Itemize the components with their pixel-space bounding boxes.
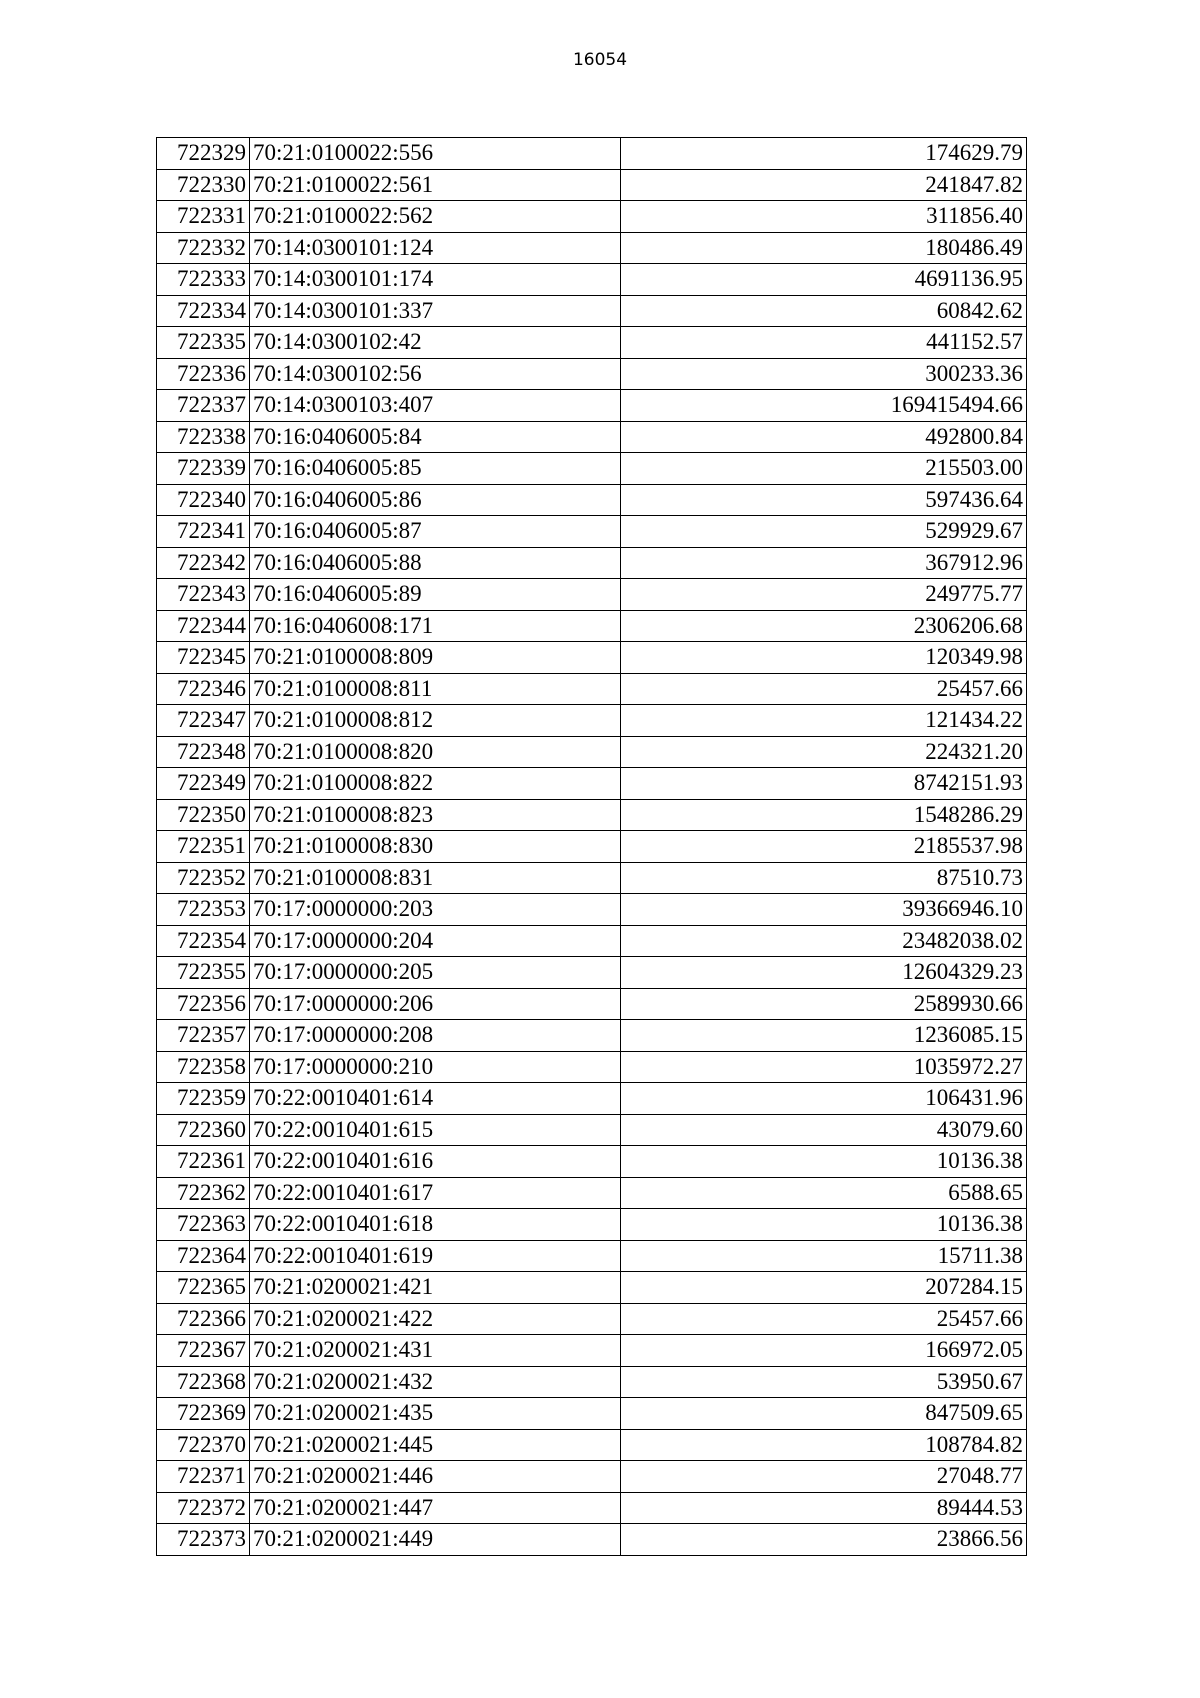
value-cell: 6588.65 — [621, 1177, 1027, 1209]
table-row — [157, 295, 1027, 327]
row-number-cell: 722354 — [157, 925, 250, 957]
row-number-cell: 722344 — [157, 610, 250, 642]
row-number-cell: 722334 — [157, 295, 250, 327]
cadastral-number-cell: 70:16:0406005:86 — [250, 484, 621, 516]
cadastral-number-cell: 70:17:0000000:203 — [250, 894, 621, 926]
table-row — [157, 1429, 1027, 1461]
cadastral-number-cell: 70:21:0100008:830 — [250, 831, 621, 863]
cadastral-number-cell: 70:16:0406005:84 — [250, 421, 621, 453]
cadastral-number-cell: 70:14:0300101:124 — [250, 232, 621, 264]
cadastral-number-cell: 70:14:0300102:42 — [250, 327, 621, 359]
table-row — [157, 264, 1027, 296]
table-row — [157, 894, 1027, 926]
row-number-cell: 722368 — [157, 1366, 250, 1398]
row-number-cell: 722333 — [157, 264, 250, 296]
cadastral-number-cell: 70:21:0200021:446 — [250, 1461, 621, 1493]
value-cell: 2306206.68 — [621, 610, 1027, 642]
table-row — [157, 1051, 1027, 1083]
table-row — [157, 957, 1027, 989]
value-cell: 174629.79 — [621, 138, 1027, 170]
cadastral-number-cell: 70:21:0100008:831 — [250, 862, 621, 894]
row-number-cell: 722352 — [157, 862, 250, 894]
value-cell: 15711.38 — [621, 1240, 1027, 1272]
table-row — [157, 1335, 1027, 1367]
cadastral-number-cell: 70:21:0100022:556 — [250, 138, 621, 170]
row-number-cell: 722332 — [157, 232, 250, 264]
row-number-cell: 722373 — [157, 1524, 250, 1556]
row-number-cell: 722351 — [157, 831, 250, 863]
table-row — [157, 1524, 1027, 1556]
cadastral-number-cell: 70:17:0000000:205 — [250, 957, 621, 989]
table-row — [157, 547, 1027, 579]
cadastral-number-cell: 70:21:0200021:449 — [250, 1524, 621, 1556]
table-row — [157, 1303, 1027, 1335]
table-row — [157, 232, 1027, 264]
row-number-cell: 722355 — [157, 957, 250, 989]
value-cell: 2185537.98 — [621, 831, 1027, 863]
row-number-cell: 722338 — [157, 421, 250, 453]
row-number-cell: 722343 — [157, 579, 250, 611]
cadastral-number-cell: 70:22:0010401:616 — [250, 1146, 621, 1178]
value-cell: 249775.77 — [621, 579, 1027, 611]
table-row — [157, 862, 1027, 894]
cadastral-number-cell: 70:14:0300102:56 — [250, 358, 621, 390]
cadastral-number-cell: 70:21:0200021:431 — [250, 1335, 621, 1367]
cadastral-number-cell: 70:22:0010401:617 — [250, 1177, 621, 1209]
value-cell: 224321.20 — [621, 736, 1027, 768]
value-cell: 311856.40 — [621, 201, 1027, 233]
value-cell: 89444.53 — [621, 1492, 1027, 1524]
value-cell: 300233.36 — [621, 358, 1027, 390]
value-cell: 108784.82 — [621, 1429, 1027, 1461]
cadastral-number-cell: 70:22:0010401:618 — [250, 1209, 621, 1241]
row-number-cell: 722331 — [157, 201, 250, 233]
value-cell: 87510.73 — [621, 862, 1027, 894]
table-row — [157, 1083, 1027, 1115]
row-number-cell: 722340 — [157, 484, 250, 516]
value-cell: 8742151.93 — [621, 768, 1027, 800]
cadastral-number-cell: 70:21:0100008:812 — [250, 705, 621, 737]
table-row — [157, 1398, 1027, 1430]
value-cell: 10136.38 — [621, 1146, 1027, 1178]
table-row — [157, 1177, 1027, 1209]
cadastral-number-cell: 70:21:0100008:811 — [250, 673, 621, 705]
row-number-cell: 722348 — [157, 736, 250, 768]
row-number-cell: 722330 — [157, 169, 250, 201]
cadastral-number-cell: 70:16:0406005:88 — [250, 547, 621, 579]
row-number-cell: 722370 — [157, 1429, 250, 1461]
cadastral-number-cell: 70:21:0100008:823 — [250, 799, 621, 831]
value-cell: 53950.67 — [621, 1366, 1027, 1398]
table-row — [157, 516, 1027, 548]
row-number-cell: 722364 — [157, 1240, 250, 1272]
table-row — [157, 799, 1027, 831]
value-cell: 25457.66 — [621, 1303, 1027, 1335]
value-cell: 847509.65 — [621, 1398, 1027, 1430]
table-row — [157, 1020, 1027, 1052]
row-number-cell: 722337 — [157, 390, 250, 422]
row-number-cell: 722362 — [157, 1177, 250, 1209]
value-cell: 529929.67 — [621, 516, 1027, 548]
row-number-cell: 722336 — [157, 358, 250, 390]
value-cell: 441152.57 — [621, 327, 1027, 359]
row-number-cell: 722356 — [157, 988, 250, 1020]
cadastral-number-cell: 70:21:0100008:820 — [250, 736, 621, 768]
value-cell: 23866.56 — [621, 1524, 1027, 1556]
cadastral-number-cell: 70:21:0100008:822 — [250, 768, 621, 800]
row-number-cell: 722349 — [157, 768, 250, 800]
row-number-cell: 722360 — [157, 1114, 250, 1146]
cadastral-number-cell: 70:16:0406005:87 — [250, 516, 621, 548]
cadastral-number-cell: 70:14:0300101:174 — [250, 264, 621, 296]
table-row — [157, 1240, 1027, 1272]
row-number-cell: 722367 — [157, 1335, 250, 1367]
row-number-cell: 722345 — [157, 642, 250, 674]
cadastral-value-table — [156, 137, 1027, 1556]
cadastral-number-cell: 70:21:0200021:421 — [250, 1272, 621, 1304]
cadastral-number-cell: 70:17:0000000:204 — [250, 925, 621, 957]
value-cell: 367912.96 — [621, 547, 1027, 579]
row-number-cell: 722335 — [157, 327, 250, 359]
row-number-cell: 722353 — [157, 894, 250, 926]
cadastral-number-cell: 70:17:0000000:210 — [250, 1051, 621, 1083]
cadastral-number-cell: 70:21:0100022:562 — [250, 201, 621, 233]
cadastral-number-cell: 70:17:0000000:206 — [250, 988, 621, 1020]
table-row — [157, 1492, 1027, 1524]
row-number-cell: 722342 — [157, 547, 250, 579]
value-cell: 207284.15 — [621, 1272, 1027, 1304]
table-row — [157, 1209, 1027, 1241]
table-row — [157, 705, 1027, 737]
table-row — [157, 327, 1027, 359]
table-row — [157, 484, 1027, 516]
value-cell: 43079.60 — [621, 1114, 1027, 1146]
row-number-cell: 722341 — [157, 516, 250, 548]
row-number-cell: 722372 — [157, 1492, 250, 1524]
table-row — [157, 453, 1027, 485]
value-cell: 4691136.95 — [621, 264, 1027, 296]
table-row — [157, 358, 1027, 390]
cadastral-number-cell: 70:16:0406008:171 — [250, 610, 621, 642]
value-cell: 120349.98 — [621, 642, 1027, 674]
cadastral-number-cell: 70:22:0010401:614 — [250, 1083, 621, 1115]
value-cell: 241847.82 — [621, 169, 1027, 201]
value-cell: 492800.84 — [621, 421, 1027, 453]
row-number-cell: 722329 — [157, 138, 250, 170]
value-cell: 597436.64 — [621, 484, 1027, 516]
row-number-cell: 722346 — [157, 673, 250, 705]
row-number-cell: 722358 — [157, 1051, 250, 1083]
table-row — [157, 1114, 1027, 1146]
cadastral-number-cell: 70:21:0200021:435 — [250, 1398, 621, 1430]
cadastral-number-cell: 70:21:0200021:447 — [250, 1492, 621, 1524]
value-cell: 106431.96 — [621, 1083, 1027, 1115]
value-cell: 60842.62 — [621, 295, 1027, 327]
row-number-cell: 722361 — [157, 1146, 250, 1178]
cadastral-number-cell: 70:14:0300101:337 — [250, 295, 621, 327]
row-number-cell: 722369 — [157, 1398, 250, 1430]
value-cell: 1548286.29 — [621, 799, 1027, 831]
cadastral-number-cell: 70:21:0200021:432 — [250, 1366, 621, 1398]
row-number-cell: 722365 — [157, 1272, 250, 1304]
cadastral-number-cell: 70:17:0000000:208 — [250, 1020, 621, 1052]
row-number-cell: 722339 — [157, 453, 250, 485]
table-row — [157, 169, 1027, 201]
value-cell: 166972.05 — [621, 1335, 1027, 1367]
value-cell: 10136.38 — [621, 1209, 1027, 1241]
value-cell: 1236085.15 — [621, 1020, 1027, 1052]
table-row — [157, 1366, 1027, 1398]
table-row — [157, 736, 1027, 768]
cadastral-number-cell: 70:16:0406005:89 — [250, 579, 621, 611]
page-number: 16054 — [572, 50, 628, 70]
value-cell: 169415494.66 — [621, 390, 1027, 422]
cadastral-number-cell: 70:16:0406005:85 — [250, 453, 621, 485]
table-row — [157, 579, 1027, 611]
value-cell: 23482038.02 — [621, 925, 1027, 957]
table-row — [157, 925, 1027, 957]
value-cell: 25457.66 — [621, 673, 1027, 705]
table-row — [157, 1146, 1027, 1178]
value-cell: 12604329.23 — [621, 957, 1027, 989]
row-number-cell: 722363 — [157, 1209, 250, 1241]
value-cell: 121434.22 — [621, 705, 1027, 737]
value-cell: 215503.00 — [621, 453, 1027, 485]
value-cell: 180486.49 — [621, 232, 1027, 264]
value-cell: 2589930.66 — [621, 988, 1027, 1020]
cadastral-number-cell: 70:21:0200021:422 — [250, 1303, 621, 1335]
table-row — [157, 831, 1027, 863]
cadastral-number-cell: 70:14:0300103:407 — [250, 390, 621, 422]
table-body — [157, 138, 1027, 1556]
table-row — [157, 610, 1027, 642]
table-row — [157, 988, 1027, 1020]
row-number-cell: 722366 — [157, 1303, 250, 1335]
row-number-cell: 722371 — [157, 1461, 250, 1493]
row-number-cell: 722350 — [157, 799, 250, 831]
table-row — [157, 1272, 1027, 1304]
table-row — [157, 390, 1027, 422]
value-cell: 1035972.27 — [621, 1051, 1027, 1083]
row-number-cell: 722359 — [157, 1083, 250, 1115]
cadastral-number-cell: 70:21:0100022:561 — [250, 169, 621, 201]
cadastral-number-cell: 70:21:0200021:445 — [250, 1429, 621, 1461]
cadastral-number-cell: 70:22:0010401:615 — [250, 1114, 621, 1146]
row-number-cell: 722357 — [157, 1020, 250, 1052]
table-row — [157, 138, 1027, 170]
table-row — [157, 642, 1027, 674]
value-cell: 39366946.10 — [621, 894, 1027, 926]
table-row — [157, 421, 1027, 453]
table-row — [157, 1461, 1027, 1493]
cadastral-number-cell: 70:21:0100008:809 — [250, 642, 621, 674]
value-cell: 27048.77 — [621, 1461, 1027, 1493]
row-number-cell: 722347 — [157, 705, 250, 737]
table-row — [157, 201, 1027, 233]
table-row — [157, 768, 1027, 800]
table-row — [157, 673, 1027, 705]
cadastral-number-cell: 70:22:0010401:619 — [250, 1240, 621, 1272]
